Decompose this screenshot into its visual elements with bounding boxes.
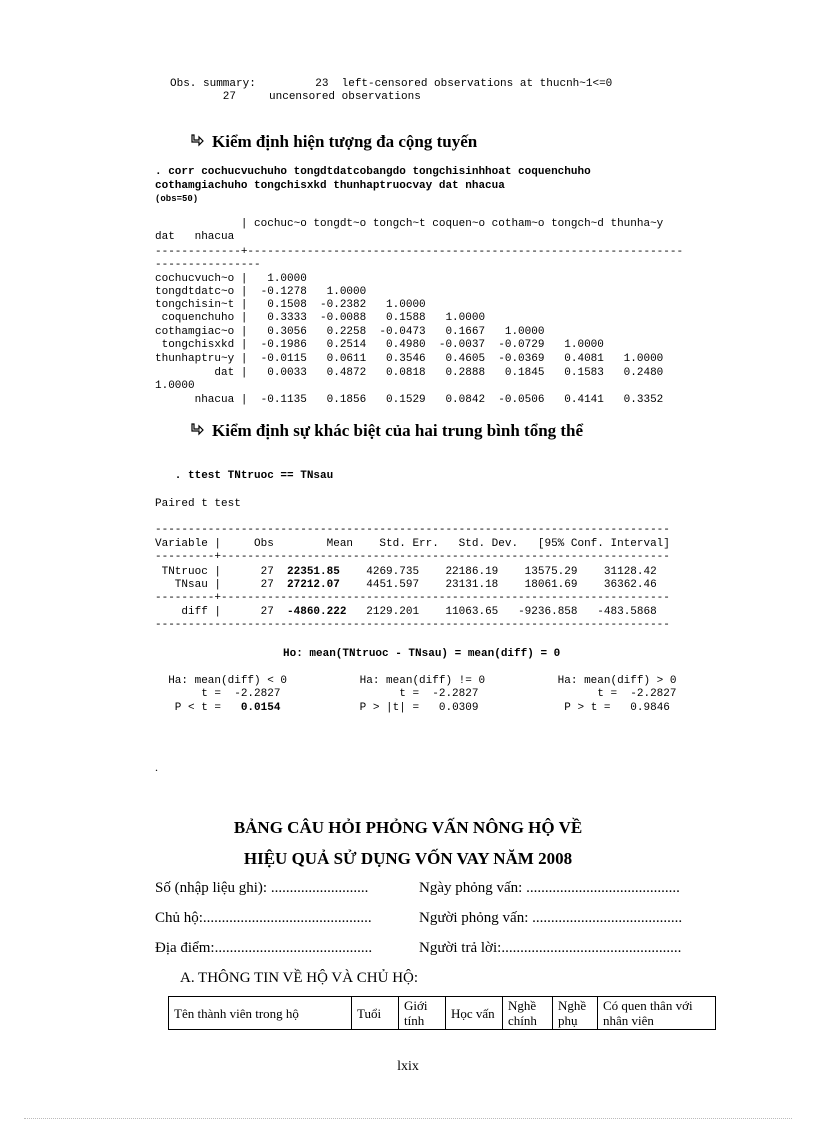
ttest-ha-line2: t = -2.2827 t = -2.2827 t = -2.2827 <box>155 688 677 700</box>
corr-command-line1: . corr cochucvuchuho tongdtdatcobangdo tongchisinhhoat coquenchuho <box>155 166 591 178</box>
questionnaire-title-line2: HIỆU QUẢ SỬ DỤNG VỐN VAY NĂM 2008 <box>243 849 573 868</box>
table-header-cell: Tuổi <box>352 997 399 1030</box>
corr-row: cochucvuch~o | 1.0000 <box>155 273 307 285</box>
page-divider <box>24 1118 792 1119</box>
corr-row: cothamgiac~o | 0.3056 0.2258 -0.0473 0.1667 1.0000 <box>155 326 545 338</box>
ttest-sep: ---------+-------------------------------------------------------------------- <box>155 551 670 563</box>
page-number: lxix <box>397 1059 419 1074</box>
ttest-sep: ---------+-------------------------------------------------------------------- <box>155 592 670 604</box>
household-table <box>168 996 716 1030</box>
ttest-rule: ------------------------------------------------------------------------------ <box>155 619 670 631</box>
corr-header-line1: | cochuc~o tongdt~o tongch~t coquen~o cotham~o tongch~d thunha~y <box>155 218 664 230</box>
corr-heading <box>190 132 477 152</box>
ngay-phong-van-field: Ngày phỏng vấn: ......................................... <box>419 880 680 896</box>
so-nhap-lieu-field: Số (nhập liệu ghi): .......................... <box>155 880 369 896</box>
nguoi-tra-loi-field: Người trả lời:................................................ <box>419 940 682 956</box>
corr-obs: (obs=50) <box>155 194 199 204</box>
ttest-diff-row: diff | 27 -4860.222 2129.201 11063.65 -9236.858 -483.5868 <box>155 606 657 618</box>
corr-command-line2: cothamgiachuho tongchisxkd thunhaptruocvay dat nhacua <box>155 180 505 192</box>
obs-summary-line1: Obs. summary: 23 left-censored observations at thucnh~1<=0 <box>170 78 613 90</box>
corr-rule-line1: -------------+------------------------------------------------------------------ <box>155 246 684 258</box>
obs-summary-line2: 27 uncensored observations <box>170 91 421 103</box>
corr-row: 1.0000 <box>155 380 195 392</box>
dia-diem-field: Địa điểm:.......................................... <box>155 940 373 956</box>
ttest-heading <box>190 421 583 441</box>
ttest-heading-text: Kiểm định sự khác biệt của hai trung bình tổng thể <box>212 421 584 440</box>
corr-row: dat | 0.0033 0.4872 0.0818 0.2888 0.1845 0.1583 0.2480 <box>155 367 664 379</box>
corr-row: coquenchuho | 0.3333 -0.0088 0.1588 1.0000 <box>155 312 486 324</box>
ttest-h0: Ho: mean(TNtruoc - TNsau) = mean(diff) = 0 <box>283 648 561 660</box>
corr-header-line2: dat nhacua <box>155 231 235 243</box>
stray-dot: . <box>155 760 158 774</box>
table-header-cell: Giới tính <box>399 997 446 1030</box>
corr-rule-line2: ---------------- <box>155 259 261 271</box>
chu-ho-field: Chủ hộ:............................................. <box>155 910 372 926</box>
section-a-heading: A. THÔNG TIN VỀ HỘ VÀ CHỦ HỘ: <box>180 970 419 986</box>
corr-row: tongchisxkd | -0.1986 0.2514 0.4980 -0.0037 -0.0729 1.0000 <box>155 339 604 351</box>
ttest-row: TNtruoc | 27 22351.85 4269.735 22186.19 13575.29 31128.42 <box>155 566 657 578</box>
corr-heading-text: Kiểm định hiện tượng đa cộng tuyến <box>212 132 478 151</box>
corr-row: nhacua | -0.1135 0.1856 0.1529 0.0842 -0.0506 0.4141 0.3352 <box>155 394 664 406</box>
arrow-icon <box>190 421 204 441</box>
table-header-row <box>169 997 716 1030</box>
table-header-cell: Nghề phụ <box>553 997 598 1030</box>
table-header-cell: Tên thành viên trong hộ <box>169 997 352 1030</box>
ttest-p-line: P < t = 0.0154 P > |t| = 0.0309 P > t = 0.9846 <box>155 702 670 714</box>
ttest-ha-line1: Ha: mean(diff) < 0 Ha: mean(diff) != 0 Ha: mean(diff) > 0 <box>155 675 677 687</box>
table-header-cell: Có quen thân với nhân viên <box>598 997 716 1030</box>
arrow-icon <box>190 132 204 152</box>
corr-row: tongdtdatc~o | -0.1278 1.0000 <box>155 286 367 298</box>
ttest-command: . ttest TNtruoc == TNsau <box>155 470 334 482</box>
corr-row: tongchisin~t | 0.1508 -0.2382 1.0000 <box>155 299 426 311</box>
table-header-cell: Học vấn <box>446 997 503 1030</box>
table-header-cell: Nghề chính <box>503 997 553 1030</box>
corr-row: thunhaptru~y | -0.0115 0.0611 0.3546 0.4605 -0.0369 0.4081 1.0000 <box>155 353 664 365</box>
ttest-rule: ------------------------------------------------------------------------------ <box>155 524 670 536</box>
questionnaire-title-line1: BẢNG CÂU HỎI PHỎNG VẤN NÔNG HỘ VỀ <box>233 818 583 837</box>
ttest-title: Paired t test <box>155 498 241 510</box>
ttest-row: TNsau | 27 27212.07 4451.597 23131.18 18061.69 36362.46 <box>155 579 657 591</box>
ttest-col-header: Variable | Obs Mean Std. Err. Std. Dev. [95% Conf. Interval] <box>155 538 670 550</box>
nguoi-phong-van-field: Người phỏng vấn: ........................................ <box>419 910 683 926</box>
